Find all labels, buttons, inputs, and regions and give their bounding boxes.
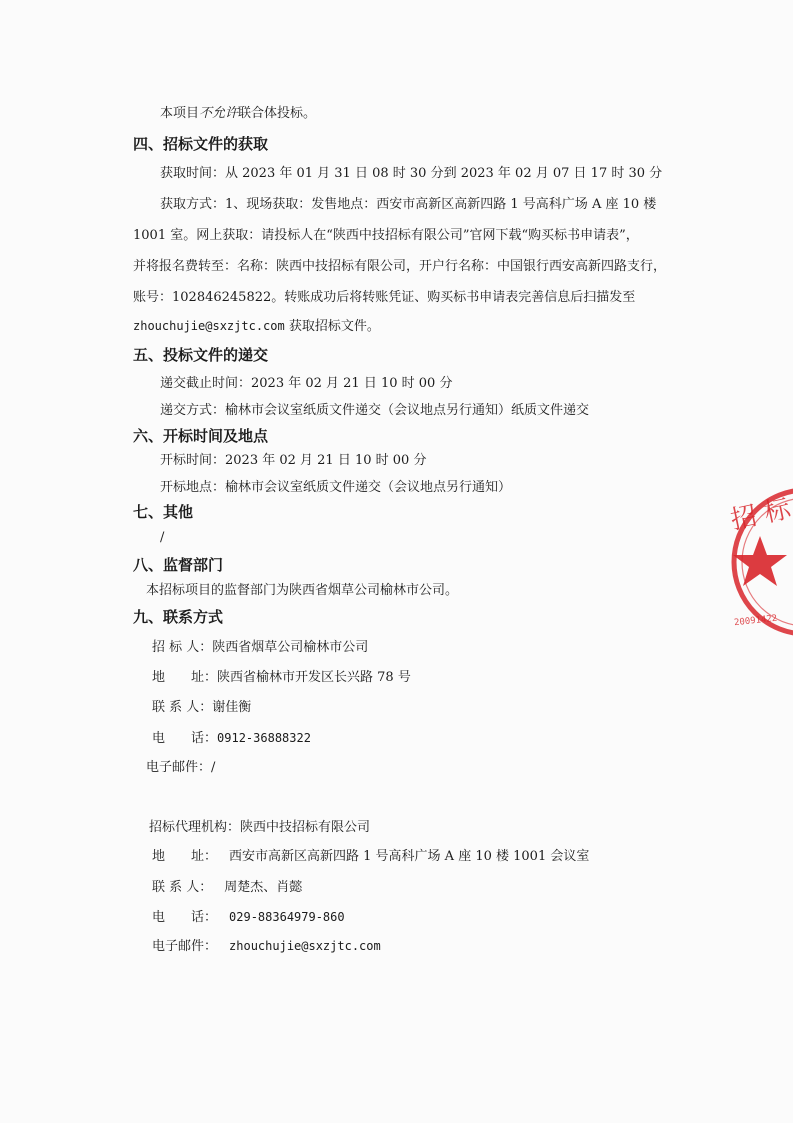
seal-top-text: 招 标 [728,494,793,536]
email-label: 电子邮件： [146,760,212,775]
supervision-content: 本招标项目的监督部门为陕西省烟草公司榆林市公司。 [146,583,459,598]
acquisition-method-line-5 [133,318,380,335]
tenderer-label: 招 标 人： [152,640,213,655]
submission-deadline: 递交截止时间：2023 年 02 月 21 日 10 时 00 分 [160,376,453,391]
section-9-title: 九、联系方式 [133,608,224,626]
acquisition-email: zhouchujie@sxzjtc.com [133,319,285,333]
phone-row [152,730,311,747]
address-label: 地 址： [152,670,218,685]
agency-value: 陕西中技招标有限公司 [240,820,371,835]
agency-row [149,820,370,836]
seal-star-icon [733,536,787,586]
agency-phone-label: 电 话： [152,910,218,925]
acquisition-method-line-4: 账号：102846245822。转账成功后将转账凭证、购买标书申请表完善信息后扫描发至 [133,290,636,305]
contact-value: 谢佳衡 [212,700,252,715]
acquisition-time: 获取时间：从 2023 年 01 月 31 日 08 时 30 分到 2023 年 02 月 07 日 17 时 30 分 [160,166,663,181]
seal-bottom-text: 20091422 [733,613,778,629]
note-prefix: 本项目 [160,106,200,121]
agency-email-label: 电子邮件： [152,939,218,954]
opening-place: 开标地点：榆林市会议室纸质文件递交（会议地点另行通知） [160,480,512,495]
agency-contact-label: 联 系 人： [152,880,213,895]
section-7-title: 七、其他 [133,503,194,521]
agency-phone-row [152,909,345,926]
agency-address-value: 西安市高新区高新四路 1 号高科广场 A 座 10 楼 1001 会议室 [229,849,590,864]
phone-value: 0912-36888322 [217,731,311,745]
other-content: / [160,530,165,545]
opening-time: 开标时间：2023 年 02 月 21 日 10 时 00 分 [160,453,427,468]
note-suffix: 联合体投标。 [238,106,317,121]
agency-phone-value: 029-88364979-860 [229,910,345,924]
section-8-title: 八、监督部门 [133,556,224,574]
tenderer-value: 陕西省烟草公司榆林市公司 [212,640,369,655]
tenderer-row [152,640,368,656]
email-value: / [211,760,216,775]
section-5-title: 五、投标文件的递交 [133,346,269,364]
email-row [146,760,215,776]
agency-label: 招标代理机构： [149,820,241,835]
company-seal [722,478,793,648]
acquisition-method-line-3: 并将报名费转至：名称：陕西中技招标有限公司，开户行名称：中国银行西安高新四路支行， [133,259,667,274]
agency-contact-value: 周楚杰、肖懿 [224,880,303,895]
section-4-title: 四、招标文件的获取 [133,135,269,153]
acquisition-method-line-2: 1001 室。网上获取：请投标人在“陕西中技招标有限公司”官网下载“购买标书申请表”， [133,228,639,243]
agency-address-row [152,849,589,865]
address-value: 陕西省榆林市开发区长兴路 78 号 [217,670,411,685]
agency-email-row [152,938,381,955]
address-row [152,670,411,686]
note-emphasis: 不允许 [199,106,239,121]
acquisition-email-suffix: 获取招标文件。 [288,319,380,334]
submission-method: 递交方式：榆林市会议室纸质文件递交（会议地点另行通知）纸质文件递交 [160,403,590,418]
phone-label: 电 话： [152,731,218,746]
contact-label: 联 系 人： [152,700,213,715]
agency-email-value: zhouchujie@sxzjtc.com [229,939,381,953]
acquisition-method-line-1: 获取方式：1、现场获取：发售地点：西安市高新区高新四路 1 号高科广场 A 座 10 楼 [160,197,657,212]
section-6-title: 六、开标时间及地点 [133,427,269,445]
agency-address-label: 地 址： [152,849,218,864]
joint-bid-note [160,106,316,122]
agency-contact-row [152,880,302,896]
contact-row [152,700,251,716]
